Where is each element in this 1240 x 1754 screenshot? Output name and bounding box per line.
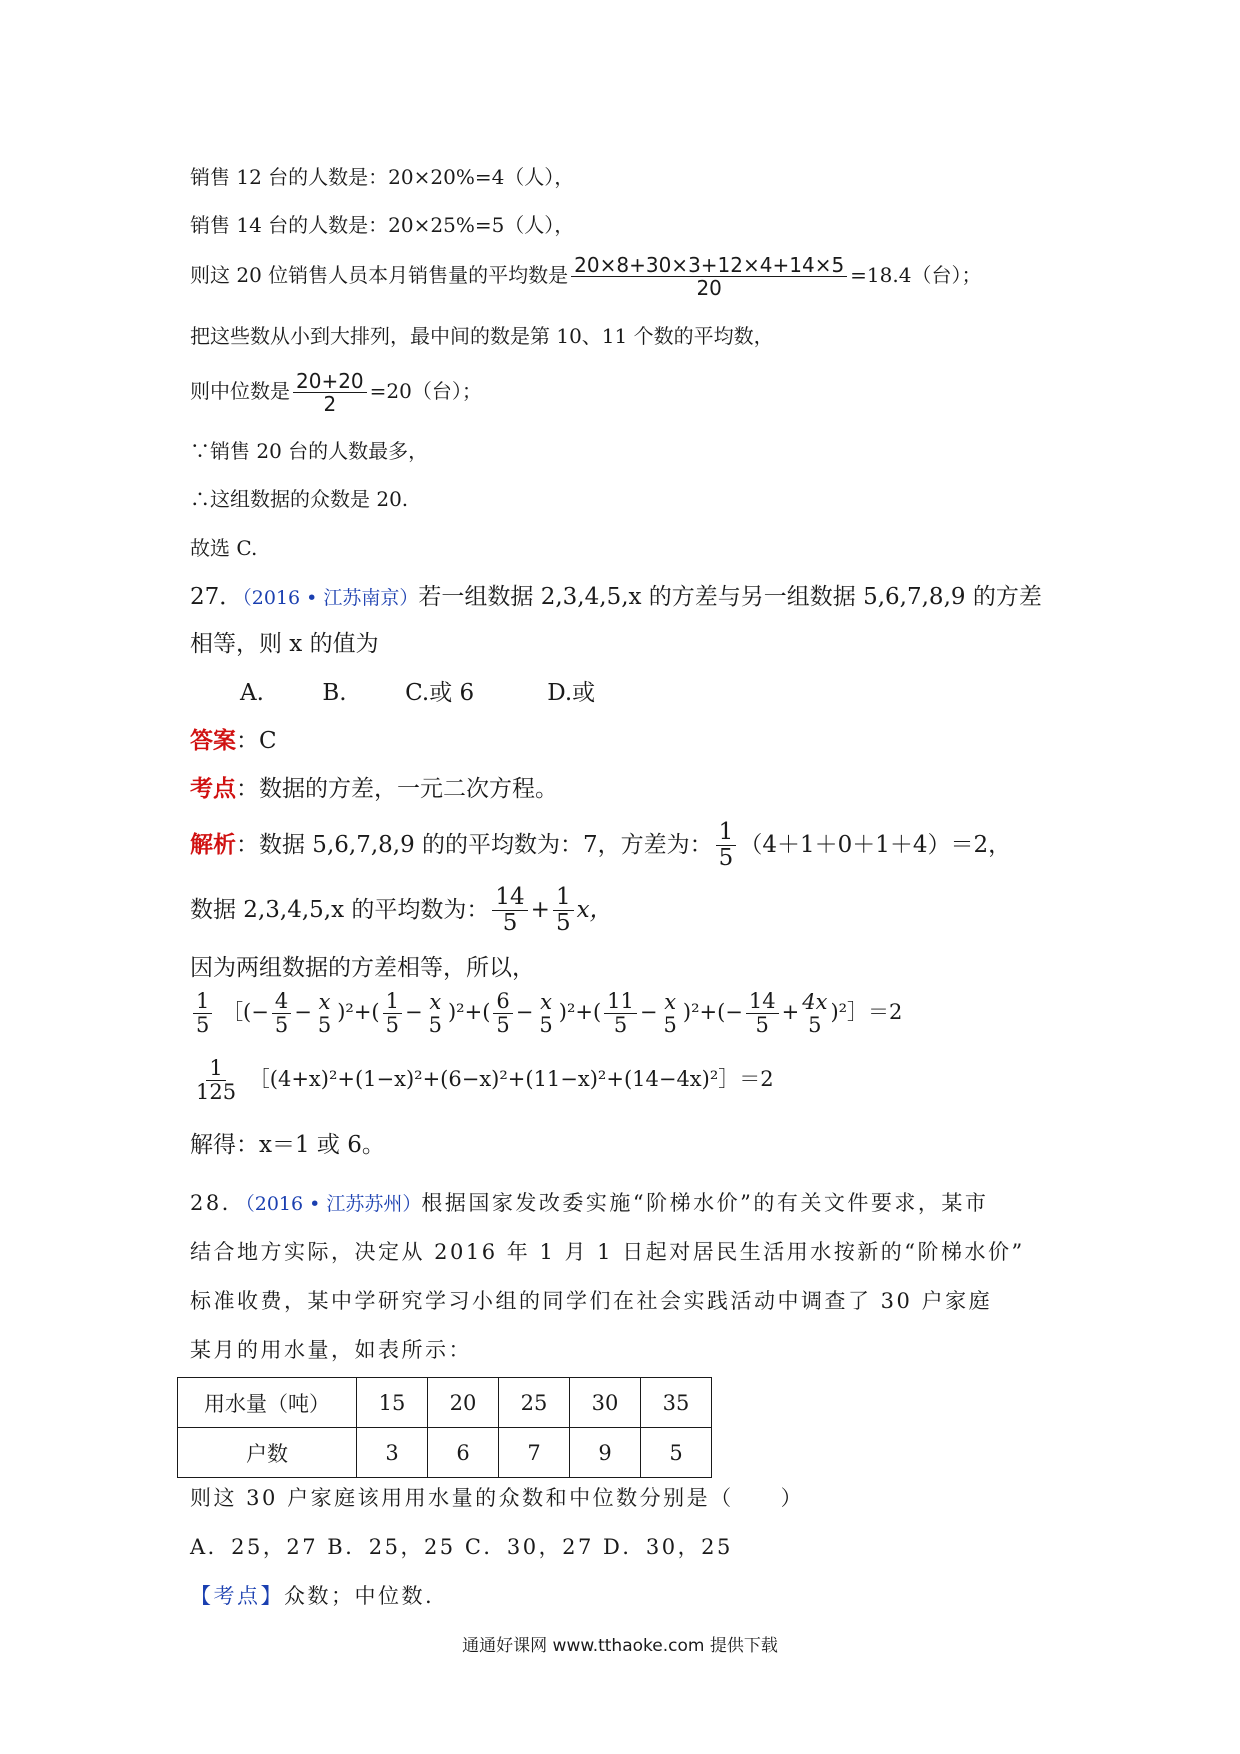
eq1-t4-den: 5	[613, 1013, 628, 1038]
eq1-t3	[493, 990, 512, 1037]
mean-f2-num: 1	[553, 885, 574, 911]
eq2-coef	[193, 1057, 239, 1104]
answer-value: ：C	[236, 728, 277, 754]
water-usage-table	[177, 1377, 712, 1478]
mean-prefix: 数据 2,3,4,5,x 的平均数为：	[190, 896, 490, 923]
eq1-neg-open: )²+(−	[682, 1000, 743, 1025]
table-cell: 15	[357, 1378, 428, 1428]
q28-point-label: 【考点】	[190, 1584, 284, 1608]
q28-line4: 某月的用水量，如表所示：	[190, 1338, 472, 1362]
median-fraction	[293, 370, 367, 415]
eq1-x1-num: x	[318, 989, 331, 1014]
q28-source: （2016 • 江苏苏州）	[245, 1193, 422, 1215]
q27-number: 27．	[190, 584, 243, 610]
eq1-t2-num: 1	[383, 990, 402, 1014]
q27-equation-1	[190, 990, 902, 1037]
q28-number: 28．	[190, 1191, 246, 1215]
table-cell: 35	[641, 1378, 712, 1428]
eq1-coef-den: 5	[196, 1013, 210, 1038]
q28-point	[190, 1582, 434, 1610]
eq1-coef-num: 1	[193, 990, 212, 1014]
table-cell: 20	[428, 1378, 499, 1428]
line-choice: 故选 C.	[190, 536, 258, 560]
eq1-x3-num: x	[540, 989, 552, 1014]
eq1-4x-num: 4x	[802, 989, 828, 1014]
eq1-sq-3: )²+(	[558, 1000, 602, 1025]
mean-suffix: x，	[576, 896, 613, 923]
eq1-t2	[383, 990, 402, 1037]
eq1-close: )²］＝2	[830, 1000, 903, 1025]
analysis-frac-den: 5	[718, 845, 734, 872]
mean-fraction-1	[492, 885, 527, 937]
table-cell: 30	[570, 1378, 641, 1428]
mean-f1-num: 14	[492, 885, 527, 911]
eq1-sq-1: )²+(	[337, 1000, 380, 1025]
q28-options: A．25，27 B．25，25 C．30，27 D．30，25	[190, 1535, 733, 1559]
q27-text1: 若一组数据 2,3,4,5,x 的方差与另一组数据 5,6,7,8,9 的方差	[418, 584, 1042, 610]
eq1-4x	[802, 991, 827, 1037]
line-sort: 把这些数从小到大排列，最中间的数是第 10、11 个数的平均数，	[190, 324, 774, 348]
eq1-x2-den: 5	[428, 1012, 442, 1037]
eq1-t1-num: 4	[272, 990, 291, 1014]
q27-answer	[190, 727, 277, 755]
eq1-coef	[193, 990, 212, 1037]
analysis-prefix: ：数据 5,6,7,8,9 的的平均数为：7，方差为：	[236, 831, 713, 858]
eq1-sq-2: )²+(	[447, 1000, 491, 1025]
point-value: ：数据的方差，一元二次方程。	[236, 776, 558, 802]
q27-options: A. B. C.或 6 D.或	[240, 680, 596, 706]
eq1-x3-den: 5	[539, 1012, 553, 1037]
analysis-label: 解析	[190, 830, 236, 858]
eq1-minus-1: −	[294, 1000, 312, 1025]
mean-fraction-2	[553, 885, 574, 937]
eq1-plus: +	[781, 1000, 800, 1025]
eq1-t1	[272, 990, 291, 1037]
eq1-t5-den: 5	[755, 1013, 769, 1038]
eq2-coef-den: 125	[196, 1080, 237, 1105]
eq1-x1-den: 5	[317, 1012, 332, 1037]
line-mode: ∴这组数据的众数是 20.	[190, 487, 409, 511]
eq1-t1-den: 5	[274, 1013, 289, 1038]
line-median	[190, 370, 482, 415]
answer-label: 答案	[190, 727, 236, 754]
eq1-t2-den: 5	[385, 1013, 399, 1038]
median-denominator: 2	[323, 392, 337, 416]
q27-because: 因为两组数据的方差相等，所以，	[190, 955, 535, 981]
mean-f1-den: 5	[502, 910, 518, 937]
eq1-x-4	[661, 991, 680, 1037]
eq1-minus-2: −	[405, 1000, 423, 1025]
analysis-fraction	[716, 820, 737, 872]
eq1-t4-num: 11	[604, 990, 637, 1014]
q28-question: 则这 30 户家庭该用用水量的众数和中位数分别是（ ）	[190, 1486, 805, 1510]
median-result: =20（台）；	[369, 379, 482, 403]
q28-point-value: 众数；中位数.	[284, 1584, 435, 1608]
eq1-x2-num: x	[429, 989, 442, 1014]
eq1-minus-4: −	[639, 1000, 658, 1025]
line-sales-12: 销售 12 台的人数是：20×20%=4（人），	[190, 165, 575, 189]
table-cell: 7	[499, 1428, 570, 1478]
median-numerator: 20+20	[293, 370, 367, 393]
q28-line3: 标准收费，某中学研究学习小组的同学们在社会实践活动中调查了 30 户家庭	[190, 1289, 993, 1313]
table-cell: 3	[357, 1428, 428, 1478]
page-footer: 通通好课网 www.tthaoke.com 提供下载	[462, 1636, 778, 1656]
table-row	[178, 1428, 712, 1478]
eq1-t3-num: 6	[493, 990, 512, 1014]
eq1-x-1	[315, 991, 334, 1037]
average-prefix: 则这 20 位销售人员本月销售量的平均数是	[190, 263, 569, 287]
mean-plus: +	[530, 896, 550, 923]
eq1-open: ［(−	[222, 1000, 269, 1025]
table-cell: 25	[499, 1378, 570, 1428]
q27-line1	[190, 583, 1042, 612]
eq1-t5	[746, 990, 779, 1037]
eq1-x-3	[536, 991, 555, 1037]
q27-mean	[190, 885, 613, 937]
table-cell: 6	[428, 1428, 499, 1478]
point-label: 考点	[190, 775, 236, 802]
eq1-x-2	[426, 991, 445, 1037]
analysis-frac-num: 1	[716, 820, 737, 846]
eq1-4x-den: 5	[808, 1012, 822, 1037]
q28-text1: 根据国家发改委实施“阶梯水价”的有关文件要求，某市	[421, 1191, 989, 1215]
q28-line2: 结合地方实际，决定从 2016 年 1 月 1 日起对居民生活用水按新的“阶梯水价”	[190, 1240, 1025, 1264]
average-fraction	[571, 254, 847, 299]
table-row	[178, 1378, 712, 1428]
eq1-t5-num: 14	[746, 990, 779, 1014]
eq1-x4-num: x	[664, 989, 677, 1014]
eq2-coef-num: 1	[206, 1057, 225, 1081]
table-cell: 9	[570, 1428, 641, 1478]
table-header-usage: 用水量（吨）	[178, 1378, 357, 1428]
table-header-households: 户数	[178, 1428, 357, 1478]
mean-f2-den: 5	[555, 910, 571, 937]
line-average	[190, 254, 981, 299]
analysis-suffix: （4＋1＋0＋1＋4）＝2，	[739, 831, 1012, 858]
line-most: ∵销售 20 台的人数最多，	[190, 439, 429, 463]
q27-solution: 解得：x＝1 或 6。	[190, 1132, 385, 1158]
table-cell: 5	[641, 1428, 712, 1478]
eq2-body: ［(4+x)²+(1−x)²+(6−x)²+(11−x)²+(14−4x)²］＝2	[248, 1067, 774, 1092]
eq1-t3-den: 5	[496, 1013, 510, 1038]
q27-analysis	[190, 820, 1011, 872]
eq1-minus-3: −	[515, 1000, 534, 1025]
average-denominator: 20	[696, 276, 722, 300]
line-sales-14: 销售 14 台的人数是：20×25%=5（人），	[190, 213, 575, 237]
q28-line1	[190, 1189, 988, 1218]
q27-point	[190, 775, 558, 803]
average-result: =18.4（台）；	[850, 263, 982, 287]
median-prefix: 则中位数是	[190, 379, 290, 403]
eq1-x4-den: 5	[663, 1012, 677, 1037]
q27-source: （2016 • 江苏南京）	[242, 587, 419, 609]
q27-line2: 相等，则 x 的值为	[190, 631, 379, 657]
average-numerator: 20×8+30×3+12×4+14×5	[571, 254, 847, 277]
eq1-t4	[604, 990, 637, 1037]
q27-equation-2	[190, 1057, 774, 1104]
